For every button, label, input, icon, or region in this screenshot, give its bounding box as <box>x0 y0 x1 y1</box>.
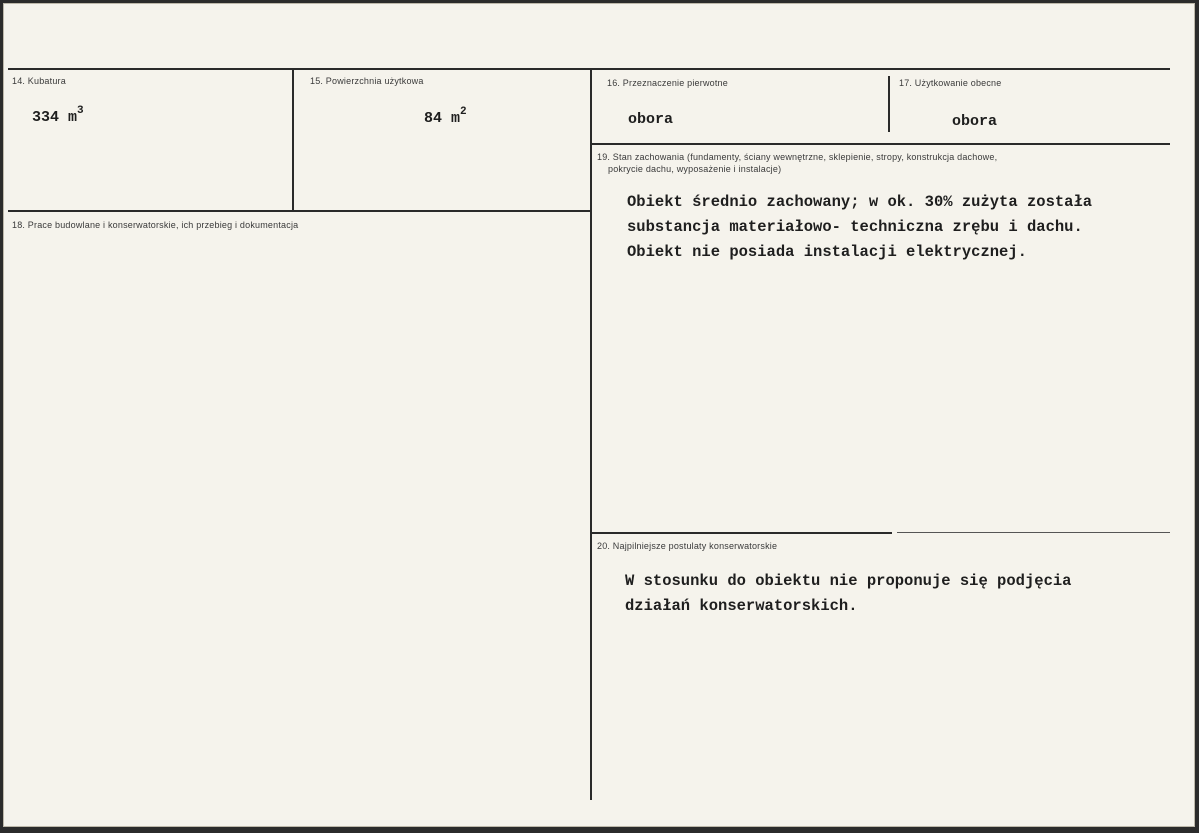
field-20-label: 20. Najpilniejsze postulaty konserwatorskie <box>597 541 778 551</box>
field-15-unit: m <box>451 110 461 127</box>
field-14-unit: m <box>68 109 78 126</box>
field-18-label: 18. Prace budowlane i konserwatorskie, ich przebieg i dokumentacja <box>12 220 299 230</box>
divider-center <box>590 70 592 800</box>
field-19-text <box>627 190 1092 265</box>
field-15-value <box>424 108 467 127</box>
field-15-label: 15. Powierzchnia użytkowa <box>310 76 424 86</box>
field-14-value <box>32 107 84 126</box>
row1-bottom-rule-right <box>592 143 1170 145</box>
record-card <box>3 3 1195 827</box>
section20-top-rule <box>592 532 892 534</box>
section20-top-rule-right <box>897 532 1170 533</box>
field-14-exponent: 3 <box>77 105 84 117</box>
field-20-text <box>625 569 1071 619</box>
field-19-line: substancja materiałowo- techniczna zrębu i dachu. <box>627 218 1083 236</box>
field-14-number: 334 <box>32 109 60 126</box>
field-14-label: 14. Kubatura <box>12 76 66 86</box>
row1-bottom-rule-left <box>8 210 590 212</box>
field-20-line: działań konserwatorskich. <box>625 597 858 615</box>
field-19-line: Obiekt nie posiada instalacji elektrycznej. <box>627 243 1027 261</box>
field-17-value: obora <box>952 113 998 130</box>
divider-14-15 <box>292 70 294 210</box>
field-16-label: 16. Przeznaczenie pierwotne <box>607 78 728 88</box>
field-19-label-line1: 19. Stan zachowania (fundamenty, ściany wewnętrzne, sklepienie, stropy, konstrukcja dachowe, <box>597 152 998 162</box>
field-16-value: obora <box>628 111 674 128</box>
divider-16-17 <box>888 76 890 132</box>
field-15-exponent: 2 <box>460 106 467 118</box>
field-19-line: Obiekt średnio zachowany; w ok. 30% zużyta została <box>627 193 1093 211</box>
field-15-number: 84 <box>424 110 443 127</box>
field-19-label-line2: pokrycie dachu, wyposażenie i instalacje) <box>608 164 782 174</box>
top-rule <box>8 68 1170 70</box>
field-20-line: W stosunku do obiektu nie proponuje się podjęcia <box>625 572 1072 590</box>
field-17-label: 17. Użytkowanie obecne <box>899 78 1002 88</box>
